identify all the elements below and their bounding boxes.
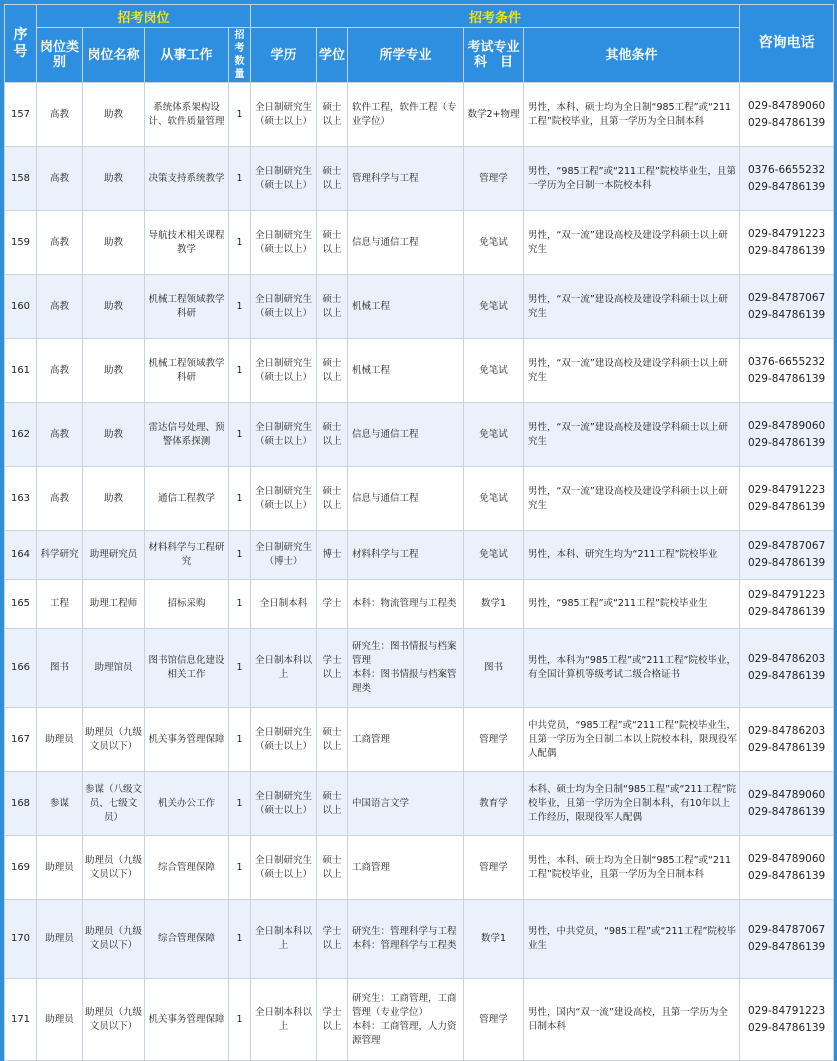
row-name-cell: 参谋（八级文员、七级文员） bbox=[83, 772, 145, 836]
phone-number: 029-84789060 bbox=[747, 99, 826, 112]
row-category-cell: 助理员 bbox=[37, 836, 83, 900]
row-other-cell: 男性，本科、硕士均为全日制“985工程”或“211工程”院校毕业，且第一学历为全日制本科 bbox=[524, 836, 740, 900]
row-seq-cell: 159 bbox=[5, 211, 37, 275]
major-line: 研究生：图书情报与档案管理 bbox=[352, 641, 457, 666]
phone-number: 029-84787067 bbox=[747, 924, 826, 936]
row-seq-cell: 168 bbox=[5, 772, 37, 836]
row-phone-cell bbox=[740, 580, 834, 629]
row-exam-cell: 教育学 bbox=[464, 772, 524, 836]
row-count-cell: 1 bbox=[229, 629, 251, 708]
row-education-cell: 全日制本科以上 bbox=[251, 629, 317, 708]
phone-number: 029-84789060 bbox=[747, 788, 826, 801]
header-major: 所学专业 bbox=[348, 28, 464, 83]
row-exam-cell: 数学1 bbox=[464, 900, 524, 979]
row-count-cell: 1 bbox=[229, 979, 251, 1061]
row-degree-cell: 学士以上 bbox=[317, 629, 348, 708]
row-education-cell: 全日制研究生（硕士以上） bbox=[251, 339, 317, 403]
row-name-cell: 助理馆员 bbox=[83, 629, 145, 708]
row-degree-cell: 硕士以上 bbox=[317, 339, 348, 403]
row-degree-cell: 学士以上 bbox=[317, 979, 348, 1061]
row-phone-cell bbox=[740, 275, 834, 339]
row-name-cell: 助教 bbox=[83, 275, 145, 339]
row-phone-cell bbox=[740, 531, 834, 580]
phone-number: 029-84786139 bbox=[747, 941, 826, 953]
table-row bbox=[5, 339, 834, 403]
phone-number: 029-84786139 bbox=[747, 308, 826, 321]
phone-number: 029-84786139 bbox=[747, 1021, 826, 1034]
phone-number: 029-84786139 bbox=[747, 180, 826, 193]
row-major-cell: 信息与通信工程 bbox=[348, 403, 464, 467]
phone-number: 029-84791223 bbox=[747, 227, 826, 240]
row-major-cell: 管理科学与工程 bbox=[348, 147, 464, 211]
row-category-cell: 高教 bbox=[37, 147, 83, 211]
table-row bbox=[5, 403, 834, 467]
row-work-cell: 决策支持系统教学 bbox=[145, 147, 229, 211]
row-count-cell: 1 bbox=[229, 467, 251, 531]
row-degree-cell: 学士 bbox=[317, 580, 348, 629]
row-phone-cell bbox=[740, 979, 834, 1061]
table-row bbox=[5, 211, 834, 275]
table-row bbox=[5, 708, 834, 772]
row-name-cell: 助教 bbox=[83, 339, 145, 403]
row-major-cell: 信息与通信工程 bbox=[348, 211, 464, 275]
phone-number: 029-84786139 bbox=[747, 670, 826, 682]
row-count-cell: 1 bbox=[229, 339, 251, 403]
table-row bbox=[5, 531, 834, 580]
phone-number: 0376-6655232 bbox=[747, 163, 826, 176]
row-phone-cell bbox=[740, 900, 834, 979]
row-exam-cell: 免笔试 bbox=[464, 339, 524, 403]
header-group-conditions: 招考条件 bbox=[251, 5, 740, 28]
row-degree-cell: 硕士以上 bbox=[317, 708, 348, 772]
row-seq-cell: 171 bbox=[5, 979, 37, 1061]
row-other-cell: 本科、硕士均为全日制“985工程”或“211工程”院校毕业，且第一学历为全日制本科，有10年以上工作经历，限现役军人配偶 bbox=[524, 772, 740, 836]
row-degree-cell: 学士以上 bbox=[317, 900, 348, 979]
table-row bbox=[5, 275, 834, 339]
recruitment-table-frame bbox=[4, 4, 833, 1052]
row-other-cell: 中共党员，“985工程”或“211工程”院校毕业生，且第一学历为全日制二本以上院校本科，限现役军人配偶 bbox=[524, 708, 740, 772]
row-major-cell bbox=[348, 900, 464, 979]
row-education-cell: 全日制本科 bbox=[251, 580, 317, 629]
header-name: 岗位名称 bbox=[83, 28, 145, 83]
row-other-cell: 男性，本科、硕士均为全日制“985工程”或“211工程”院校毕业，且第一学历为全日制本科 bbox=[524, 83, 740, 147]
phone-number: 029-84786139 bbox=[747, 372, 826, 385]
row-work-cell: 通信工程教学 bbox=[145, 467, 229, 531]
row-phone-cell bbox=[740, 836, 834, 900]
header-group-position: 招考岗位 bbox=[37, 5, 251, 28]
row-major-cell: 信息与通信工程 bbox=[348, 467, 464, 531]
row-degree-cell: 硕士以上 bbox=[317, 275, 348, 339]
row-phone-cell bbox=[740, 211, 834, 275]
header-count: 招考数量 bbox=[229, 28, 251, 83]
phone-number: 029-84786139 bbox=[747, 244, 826, 257]
row-name-cell: 助教 bbox=[83, 83, 145, 147]
row-major-cell: 工商管理 bbox=[348, 708, 464, 772]
row-other-cell: 男性，“双一流”建设高校及建设学科硕士以上研究生 bbox=[524, 403, 740, 467]
row-category-cell: 高教 bbox=[37, 275, 83, 339]
row-major-cell: 软件工程，软件工程（专业学位） bbox=[348, 83, 464, 147]
recruitment-table bbox=[4, 4, 834, 1061]
table-row bbox=[5, 772, 834, 836]
header-exam: 考试专业科 目 bbox=[464, 28, 524, 83]
row-other-cell: 男性，“双一流”建设高校及建设学科硕士以上研究生 bbox=[524, 211, 740, 275]
row-count-cell: 1 bbox=[229, 708, 251, 772]
row-degree-cell: 博士 bbox=[317, 531, 348, 580]
row-count-cell: 1 bbox=[229, 275, 251, 339]
header-work: 从事工作 bbox=[145, 28, 229, 83]
row-category-cell: 科学研究 bbox=[37, 531, 83, 580]
row-degree-cell: 硕士以上 bbox=[317, 83, 348, 147]
row-education-cell: 全日制研究生（硕士以上） bbox=[251, 403, 317, 467]
row-seq-cell: 163 bbox=[5, 467, 37, 531]
row-name-cell: 助理员（九级文员以下） bbox=[83, 836, 145, 900]
row-degree-cell: 硕士以上 bbox=[317, 772, 348, 836]
row-work-cell: 机械工程领域教学科研 bbox=[145, 339, 229, 403]
row-major-cell bbox=[348, 979, 464, 1061]
phone-number: 029-84791223 bbox=[747, 483, 826, 496]
row-name-cell: 助理研究员 bbox=[83, 531, 145, 580]
row-seq-cell: 162 bbox=[5, 403, 37, 467]
row-phone-cell bbox=[740, 403, 834, 467]
row-category-cell: 高教 bbox=[37, 403, 83, 467]
row-education-cell: 全日制研究生（硕士以上） bbox=[251, 147, 317, 211]
phone-number: 029-84786139 bbox=[747, 116, 826, 129]
row-count-cell: 1 bbox=[229, 531, 251, 580]
major-line: 研究生：管理科学与工程 bbox=[352, 926, 457, 937]
row-exam-cell: 图书 bbox=[464, 629, 524, 708]
row-seq-cell: 167 bbox=[5, 708, 37, 772]
row-name-cell: 助理员（九级文员以下） bbox=[83, 979, 145, 1061]
row-degree-cell: 硕士以上 bbox=[317, 836, 348, 900]
row-phone-cell bbox=[740, 629, 834, 708]
major-line: 研究生：工商管理，工商管理（专业学位） bbox=[352, 992, 457, 1018]
row-education-cell: 全日制研究生（硕士以上） bbox=[251, 467, 317, 531]
row-education-cell: 全日制研究生（硕士以上） bbox=[251, 836, 317, 900]
phone-number: 029-84786139 bbox=[747, 606, 826, 618]
phone-number: 029-84791223 bbox=[747, 589, 826, 601]
row-education-cell: 全日制本科以上 bbox=[251, 900, 317, 979]
row-category-cell: 高教 bbox=[37, 211, 83, 275]
row-category-cell: 助理员 bbox=[37, 708, 83, 772]
row-degree-cell: 硕士以上 bbox=[317, 467, 348, 531]
row-education-cell: 全日制研究生（博士） bbox=[251, 531, 317, 580]
header-education: 学历 bbox=[251, 28, 317, 83]
row-name-cell: 助理工程师 bbox=[83, 580, 145, 629]
row-category-cell: 高教 bbox=[37, 467, 83, 531]
row-category-cell: 助理员 bbox=[37, 900, 83, 979]
header-other: 其他条件 bbox=[524, 28, 740, 83]
row-education-cell: 全日制研究生（硕士以上） bbox=[251, 772, 317, 836]
table-row bbox=[5, 900, 834, 979]
row-major-cell: 材料科学与工程 bbox=[348, 531, 464, 580]
row-category-cell: 高教 bbox=[37, 83, 83, 147]
row-work-cell: 材料科学与工程研究 bbox=[145, 531, 229, 580]
row-name-cell: 助教 bbox=[83, 403, 145, 467]
phone-number: 029-84786139 bbox=[747, 436, 826, 449]
row-education-cell: 全日制研究生（硕士以上） bbox=[251, 275, 317, 339]
table-row bbox=[5, 836, 834, 900]
row-exam-cell: 免笔试 bbox=[464, 275, 524, 339]
row-education-cell: 全日制本科以上 bbox=[251, 979, 317, 1061]
row-seq-cell: 160 bbox=[5, 275, 37, 339]
row-other-cell: 男性，“双一流”建设高校及建设学科硕士以上研究生 bbox=[524, 275, 740, 339]
row-phone-cell bbox=[740, 772, 834, 836]
phone-number: 029-84787067 bbox=[747, 540, 826, 552]
row-phone-cell bbox=[740, 147, 834, 211]
row-phone-cell bbox=[740, 83, 834, 147]
row-other-cell: 男性，本科为“985工程”或“211工程”院校毕业，有全国计算机等级考试二级合格证书 bbox=[524, 629, 740, 708]
table-body bbox=[5, 83, 834, 1061]
row-seq-cell: 161 bbox=[5, 339, 37, 403]
row-name-cell: 助教 bbox=[83, 467, 145, 531]
row-other-cell: 男性，“双一流”建设高校及建设学科硕士以上研究生 bbox=[524, 467, 740, 531]
row-work-cell: 系统体系架构设计、软件质量管理 bbox=[145, 83, 229, 147]
row-exam-cell: 免笔试 bbox=[464, 403, 524, 467]
major-line: 本科：工商管理，人力资源管理 bbox=[352, 1020, 457, 1046]
table-row bbox=[5, 83, 834, 147]
row-seq-cell: 169 bbox=[5, 836, 37, 900]
row-work-cell: 机关事务管理保障 bbox=[145, 979, 229, 1061]
row-degree-cell: 硕士以上 bbox=[317, 403, 348, 467]
phone-number: 029-84787067 bbox=[747, 291, 826, 304]
row-seq-cell: 170 bbox=[5, 900, 37, 979]
phone-number: 029-84789060 bbox=[747, 852, 826, 865]
row-exam-cell: 免笔试 bbox=[464, 467, 524, 531]
row-phone-cell bbox=[740, 467, 834, 531]
row-work-cell: 机关办公工作 bbox=[145, 772, 229, 836]
row-work-cell: 导航技术相关课程教学 bbox=[145, 211, 229, 275]
header-category: 岗位类别 bbox=[37, 28, 83, 83]
row-count-cell: 1 bbox=[229, 147, 251, 211]
row-education-cell: 全日制研究生（硕士以上） bbox=[251, 83, 317, 147]
row-name-cell: 助理员（九级文员以下） bbox=[83, 900, 145, 979]
row-work-cell: 招标采购 bbox=[145, 580, 229, 629]
row-major-cell: 工商管理 bbox=[348, 836, 464, 900]
phone-number: 029-84786139 bbox=[747, 869, 826, 882]
row-major-cell: 机械工程 bbox=[348, 275, 464, 339]
row-work-cell: 图书馆信息化建设相关工作 bbox=[145, 629, 229, 708]
row-work-cell: 雷达信号处理、预警体系探测 bbox=[145, 403, 229, 467]
row-category-cell: 参谋 bbox=[37, 772, 83, 836]
phone-number: 029-84786203 bbox=[747, 653, 826, 665]
row-other-cell: 男性，本科、研究生均为“211工程”院校毕业 bbox=[524, 531, 740, 580]
table-row bbox=[5, 147, 834, 211]
row-phone-cell bbox=[740, 339, 834, 403]
row-phone-cell bbox=[740, 708, 834, 772]
row-exam-cell: 免笔试 bbox=[464, 531, 524, 580]
row-count-cell: 1 bbox=[229, 403, 251, 467]
row-count-cell: 1 bbox=[229, 900, 251, 979]
row-exam-cell: 数学1 bbox=[464, 580, 524, 629]
table-row bbox=[5, 467, 834, 531]
row-count-cell: 1 bbox=[229, 772, 251, 836]
row-count-cell: 1 bbox=[229, 836, 251, 900]
row-exam-cell: 管理学 bbox=[464, 147, 524, 211]
major-line: 本科：图书情报与档案管理类 bbox=[352, 669, 457, 694]
phone-number: 029-84791223 bbox=[747, 1004, 826, 1017]
header-contact: 咨询电话 bbox=[740, 5, 834, 83]
table-row bbox=[5, 979, 834, 1061]
row-major-cell: 机械工程 bbox=[348, 339, 464, 403]
row-exam-cell: 管理学 bbox=[464, 708, 524, 772]
header-seq: 序号 bbox=[5, 5, 37, 83]
row-exam-cell: 管理学 bbox=[464, 979, 524, 1061]
row-count-cell: 1 bbox=[229, 211, 251, 275]
row-other-cell: 男性，“双一流”建设高校及建设学科硕士以上研究生 bbox=[524, 339, 740, 403]
row-exam-cell: 免笔试 bbox=[464, 211, 524, 275]
row-seq-cell: 157 bbox=[5, 83, 37, 147]
row-seq-cell: 166 bbox=[5, 629, 37, 708]
row-work-cell: 机关事务管理保障 bbox=[145, 708, 229, 772]
phone-number: 029-84786139 bbox=[747, 805, 826, 818]
phone-number: 029-84786139 bbox=[747, 741, 826, 754]
row-other-cell: 男性，“985工程”或“211工程”院校毕业生，且第一学历为全日制一本院校本科 bbox=[524, 147, 740, 211]
major-line: 本科：管理科学与工程类 bbox=[352, 940, 457, 951]
row-other-cell: 男性，中共党员，“985工程”或“211工程”院校毕业生 bbox=[524, 900, 740, 979]
row-category-cell: 工程 bbox=[37, 580, 83, 629]
row-category-cell: 高教 bbox=[37, 339, 83, 403]
row-other-cell: 男性，国内“双一流”建设高校，且第一学历为全日制本科 bbox=[524, 979, 740, 1061]
row-seq-cell: 164 bbox=[5, 531, 37, 580]
phone-number: 029-84786203 bbox=[747, 724, 826, 737]
phone-number: 029-84786139 bbox=[747, 500, 826, 513]
phone-number: 029-84786139 bbox=[747, 557, 826, 569]
row-name-cell: 助教 bbox=[83, 211, 145, 275]
row-category-cell: 助理员 bbox=[37, 979, 83, 1061]
row-count-cell: 1 bbox=[229, 83, 251, 147]
row-work-cell: 综合管理保障 bbox=[145, 900, 229, 979]
table-row bbox=[5, 629, 834, 708]
row-category-cell: 图书 bbox=[37, 629, 83, 708]
row-education-cell: 全日制研究生（硕士以上） bbox=[251, 211, 317, 275]
row-major-cell: 本科：物流管理与工程类 bbox=[348, 580, 464, 629]
row-major-cell bbox=[348, 629, 464, 708]
row-exam-cell: 数学2+物理 bbox=[464, 83, 524, 147]
row-work-cell: 综合管理保障 bbox=[145, 836, 229, 900]
row-name-cell: 助理员（九级文员以下） bbox=[83, 708, 145, 772]
row-degree-cell: 硕士以上 bbox=[317, 147, 348, 211]
phone-number: 029-84789060 bbox=[747, 419, 826, 432]
row-exam-cell: 管理学 bbox=[464, 836, 524, 900]
row-work-cell: 机械工程领域教学科研 bbox=[145, 275, 229, 339]
row-name-cell: 助教 bbox=[83, 147, 145, 211]
row-seq-cell: 158 bbox=[5, 147, 37, 211]
row-degree-cell: 硕士以上 bbox=[317, 211, 348, 275]
phone-number: 0376-6655232 bbox=[747, 355, 826, 368]
table-row bbox=[5, 580, 834, 629]
row-education-cell: 全日制研究生（硕士以上） bbox=[251, 708, 317, 772]
row-count-cell: 1 bbox=[229, 580, 251, 629]
header-degree: 学位 bbox=[317, 28, 348, 83]
row-major-cell: 中国语言文学 bbox=[348, 772, 464, 836]
row-seq-cell: 165 bbox=[5, 580, 37, 629]
row-other-cell: 男性，“985工程”或“211工程”院校毕业生 bbox=[524, 580, 740, 629]
